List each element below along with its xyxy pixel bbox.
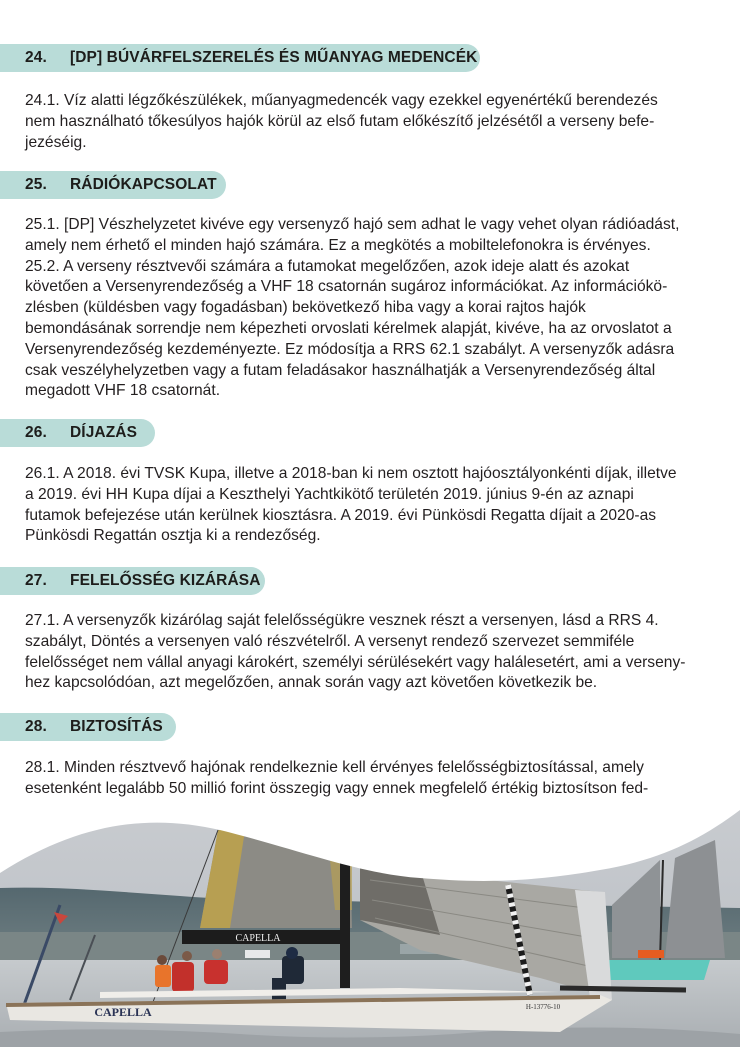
- text-line: Versenyrendezőség kezdeményezte. Ez módosítja a RRS 62.1 szabályt. A versenyzők adásra: [25, 340, 675, 358]
- text-line: zlésben (küldésben vagy fogadásban) bekövetkező hiba vagy a korai rajtos hajók: [25, 299, 586, 317]
- sail-number: H-13776-10: [525, 1003, 561, 1011]
- paragraph-25: [25, 215, 725, 402]
- section-heading-25: [0, 171, 226, 199]
- text-line: hez kapcsolódóan, azt megelőzően, annak során vagy azt követően következik be.: [25, 674, 598, 692]
- text-line: felelősséget nem vállal anyagi károkért, személyi sérülésekért vagy halálesetért, ami a verseny-: [25, 653, 686, 671]
- text-line: amely nem érhető el minden hajó számára. Ez a megkötés a mobiltelefonokra is érvényes.: [25, 236, 651, 254]
- text-line: szabályt, Döntés a versenyen való részvételről. A versenyt rendező szervezet semmiféle: [25, 632, 635, 650]
- boom: [182, 930, 340, 944]
- section-number: 28.: [25, 718, 47, 735]
- text-line: megadott VHF 18 csatornát.: [25, 382, 221, 400]
- section-title: BIZTOSÍTÁS: [70, 718, 163, 735]
- text-line: követően a Versenyrendezőség a VHF 18 csatornán sugároz információkat. Az információkö-: [25, 278, 668, 296]
- paragraph-27-1: [25, 611, 725, 694]
- text-line: 25.1. [DP] Vészhelyzetet kivéve egy versenyző hajó sem adhat le vagy vehet olyan rádióadást,: [25, 216, 680, 233]
- section-number: 27.: [25, 572, 47, 589]
- text-line: Pünkösdi Regattán osztja ki a rendezőség.: [25, 527, 321, 545]
- sailing-photo: [0, 800, 740, 1047]
- section-title: DÍJAZÁS: [70, 424, 138, 441]
- section-heading-28: [0, 713, 176, 741]
- text-line: esetenként legalább 50 millió forint összegig vagy ennek megfelelő értékig biztosítson fed-: [25, 779, 649, 797]
- paragraph-26-1: [25, 464, 725, 547]
- section-title: FELELŐSSÉG KIZÁRÁSA: [70, 572, 261, 589]
- text-line: futamok befejezése után kerülnek kiosztásra. A 2019. évi Pünkösdi Regatta díjait a 2020-as: [25, 506, 657, 524]
- text-line: 25.2. A verseny résztvevői számára a futamokat megelőzően, azok ideje alatt és azokat: [25, 257, 630, 275]
- text-line: csak veszélyhelyzetben vagy a futam feladásakor használhatják a Versenyrendezőség által: [25, 361, 656, 379]
- hull-label: CAPELLA: [94, 1005, 152, 1019]
- section-heading-26: [0, 419, 155, 447]
- text-line: nem használható tőkesúlyos hajók körül az első futam előkészítő jelzésétől a verseny befe-: [25, 112, 655, 130]
- text-line: 27.1. A versenyzők kizárólag saját felelősségükre vesznek részt a versenyen, lásd a RRS 4.: [25, 612, 659, 629]
- paragraph-24-1: [25, 91, 725, 153]
- section-heading-27: [0, 567, 265, 595]
- text-line: jezéséig.: [25, 133, 87, 151]
- section-number: 24.: [25, 49, 47, 66]
- text-line: bemondásának sorrendje nem képezheti orvoslati kérelmek alapját, kivéve, ha az orvoslatot a: [25, 319, 672, 337]
- section-heading-24: [0, 44, 480, 72]
- section-number: 26.: [25, 424, 47, 441]
- text-line: a 2019. évi HH Kupa díjai a Keszthelyi Yachtkikötő területén 2019. június 9-én az aznapi: [25, 485, 634, 503]
- section-number: 25.: [25, 176, 47, 193]
- section-title: [DP] BÚVÁRFELSZERELÉS ÉS MŰANYAG MEDENCÉK: [70, 49, 478, 66]
- section-title: RÁDIÓKAPCSOLAT: [70, 176, 217, 193]
- text-line: 26.1. A 2018. évi TVSK Kupa, illetve a 2018-ban ki nem osztott hajóosztályonkénti díjak, illetve: [25, 465, 677, 482]
- text-line: 24.1. Víz alatti légzőkészülékek, műanyagmedencék vagy ezekkel egyenértékű berendezés: [25, 92, 658, 109]
- boom-label: CAPELLA: [235, 933, 281, 944]
- text-line: 28.1. Minden résztvevő hajónak rendelkeznie kell érvényes felelősségbiztosítással, amely: [25, 759, 644, 776]
